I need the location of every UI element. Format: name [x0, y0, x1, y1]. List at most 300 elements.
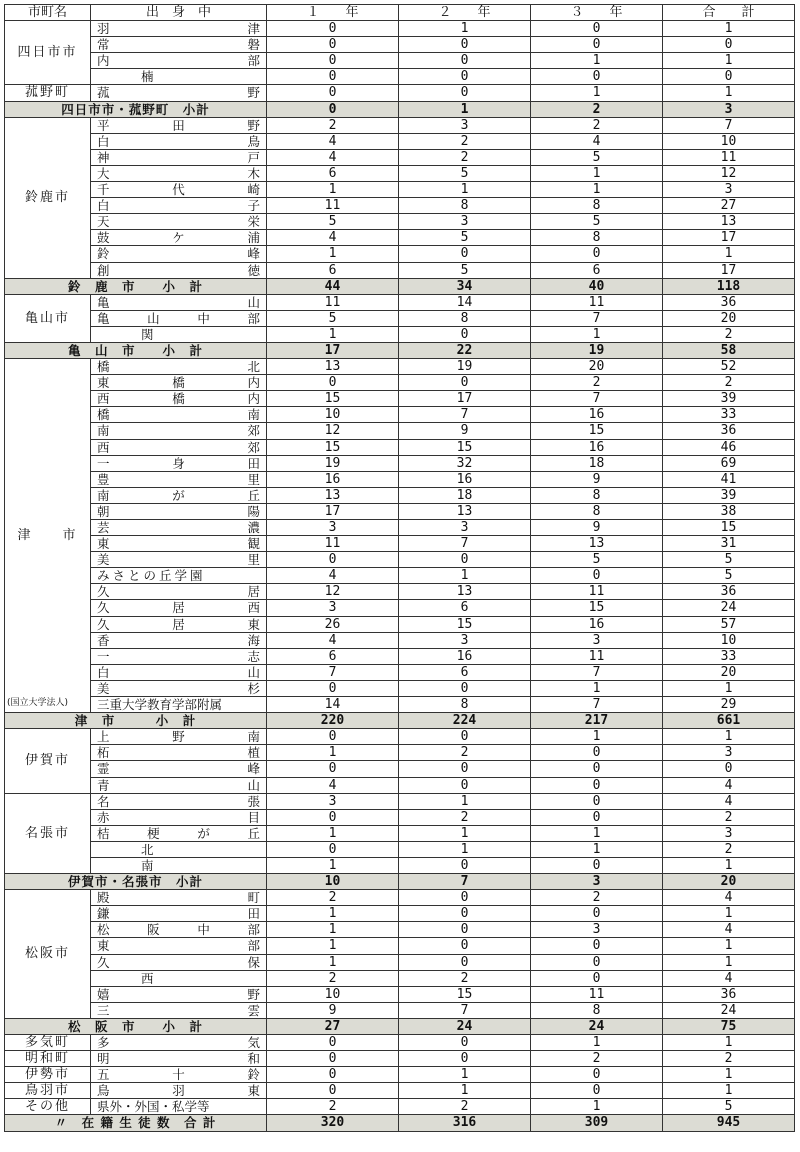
- count-cell: 16: [531, 407, 663, 423]
- school-name: [91, 761, 267, 777]
- count-cell: 0: [267, 37, 399, 53]
- count-cell: 6: [399, 600, 531, 616]
- subtotal-value: 19: [531, 342, 663, 358]
- count-cell: 1: [531, 680, 663, 696]
- table-row: [5, 471, 795, 487]
- school-name: [91, 664, 267, 680]
- count-cell: 0: [267, 729, 399, 745]
- count-cell: 5: [399, 165, 531, 181]
- count-cell: 13: [663, 214, 795, 230]
- subtotal-value: 34: [399, 278, 531, 294]
- count-cell: 1: [663, 85, 795, 101]
- count-cell: 1: [399, 182, 531, 198]
- count-cell: 6: [267, 262, 399, 278]
- count-cell: 7: [663, 117, 795, 133]
- count-cell: 0: [267, 85, 399, 101]
- count-cell: 1: [531, 841, 663, 857]
- count-cell: 17: [663, 230, 795, 246]
- school-label: 鼓 ケ 浦: [97, 230, 260, 246]
- count-cell: 31: [663, 536, 795, 552]
- table-row: [5, 664, 795, 680]
- table-row: [5, 777, 795, 793]
- table-row: [5, 938, 795, 954]
- count-cell: 16: [531, 616, 663, 632]
- subtotal-value: 320: [267, 1115, 399, 1131]
- count-cell: 13: [267, 359, 399, 375]
- table-row: [5, 230, 795, 246]
- count-cell: 0: [267, 761, 399, 777]
- count-cell: 0: [399, 938, 531, 954]
- count-cell: 4: [267, 568, 399, 584]
- count-cell: 1: [267, 906, 399, 922]
- count-cell: 1: [531, 1099, 663, 1115]
- count-cell: 5: [531, 214, 663, 230]
- school-label: 名 張: [97, 793, 260, 809]
- count-cell: 36: [663, 584, 795, 600]
- city-cell: [5, 1067, 91, 1083]
- school-name: [91, 729, 267, 745]
- count-cell: 0: [399, 1035, 531, 1051]
- city-name: その他: [24, 1099, 70, 1115]
- subtotal-label: 鈴 鹿 市 小 計: [5, 278, 267, 294]
- school-name: [91, 407, 267, 423]
- count-cell: 0: [267, 375, 399, 391]
- count-cell: 7: [399, 407, 531, 423]
- count-cell: 0: [531, 568, 663, 584]
- subtotal-value: 7: [399, 874, 531, 890]
- count-cell: 7: [531, 664, 663, 680]
- city-cell: [5, 890, 91, 1019]
- count-cell: 52: [663, 359, 795, 375]
- count-cell: 1: [663, 938, 795, 954]
- school-label: 菰 野: [97, 85, 260, 101]
- count-cell: 2: [531, 890, 663, 906]
- count-cell: 11: [663, 149, 795, 165]
- school-label: 久 保: [97, 954, 260, 970]
- school-name: [91, 825, 267, 841]
- school-label: 常 磐: [97, 37, 260, 53]
- count-cell: 16: [531, 439, 663, 455]
- count-cell: 15: [663, 520, 795, 536]
- school-name: [91, 632, 267, 648]
- count-cell: 4: [663, 890, 795, 906]
- school-label: 県外・外国・私学等: [97, 1099, 210, 1115]
- city-cell: [5, 85, 91, 101]
- school-label: 一 志: [97, 648, 260, 664]
- count-cell: 0: [399, 729, 531, 745]
- count-cell: 24: [663, 1002, 795, 1018]
- school-label: 橋 北: [97, 359, 260, 375]
- count-cell: 9: [267, 1002, 399, 1018]
- count-cell: 69: [663, 455, 795, 471]
- subtotal-value: 224: [399, 713, 531, 729]
- city-name: 四日市市: [17, 45, 78, 61]
- table-row: [5, 359, 795, 375]
- school-label: 鳥 羽 東: [97, 1083, 260, 1099]
- count-cell: 2: [267, 1099, 399, 1115]
- count-cell: 1: [399, 1067, 531, 1083]
- count-cell: 13: [399, 584, 531, 600]
- school-name: [91, 423, 267, 439]
- table-row: [5, 1035, 795, 1051]
- subtotal-row: [5, 874, 795, 890]
- count-cell: 1: [267, 182, 399, 198]
- school-name: [91, 503, 267, 519]
- school-name: [91, 359, 267, 375]
- header-row: [5, 5, 795, 21]
- count-cell: 4: [267, 230, 399, 246]
- count-cell: 1: [267, 938, 399, 954]
- subtotal-value: 1: [399, 101, 531, 117]
- table-row: [5, 149, 795, 165]
- count-cell: 1: [663, 1067, 795, 1083]
- school-name: [91, 1051, 267, 1067]
- count-cell: 1: [267, 246, 399, 262]
- count-cell: 33: [663, 407, 795, 423]
- school-name: [91, 375, 267, 391]
- count-cell: 7: [399, 1002, 531, 1018]
- city-cell: [5, 1035, 91, 1051]
- count-cell: 11: [531, 986, 663, 1002]
- subtotal-value: 75: [663, 1018, 795, 1034]
- school-label: 平 田 野: [97, 117, 260, 133]
- table-row: [5, 1067, 795, 1083]
- count-cell: 0: [663, 37, 795, 53]
- count-cell: 15: [267, 439, 399, 455]
- count-cell: 1: [267, 326, 399, 342]
- school-label: 明 和: [97, 1051, 260, 1067]
- count-cell: 1: [267, 825, 399, 841]
- school-name: [91, 520, 267, 536]
- count-cell: 0: [531, 37, 663, 53]
- count-cell: 3: [267, 793, 399, 809]
- school-label: 美 杉: [97, 680, 260, 696]
- count-cell: 1: [663, 53, 795, 69]
- count-cell: 26: [267, 616, 399, 632]
- school-label: 関: [141, 326, 154, 342]
- school-label: 千 代 崎: [97, 182, 260, 198]
- school-label: 創 徳: [97, 262, 260, 278]
- school-label: 桔 梗 が 丘: [97, 825, 260, 841]
- school-label: 南 が 丘: [97, 487, 260, 503]
- subtotal-value: 40: [531, 278, 663, 294]
- count-cell: 1: [399, 841, 531, 857]
- count-cell: 3: [399, 214, 531, 230]
- subtotal-value: 0: [267, 101, 399, 117]
- count-cell: 1: [663, 1083, 795, 1099]
- enrollment-table: [4, 4, 795, 1132]
- school-label: 多 気: [97, 1035, 260, 1050]
- count-cell: 1: [663, 680, 795, 696]
- count-cell: 16: [399, 471, 531, 487]
- count-cell: 2: [663, 809, 795, 825]
- table-row: [5, 21, 795, 37]
- count-cell: 4: [663, 793, 795, 809]
- city-name: 明和町: [24, 1051, 70, 1067]
- count-cell: 0: [399, 53, 531, 69]
- count-cell: 0: [267, 69, 399, 85]
- column-header: ２ 年: [399, 5, 531, 21]
- count-cell: 7: [531, 310, 663, 326]
- school-label: 西 橋 内: [97, 391, 260, 407]
- count-cell: 0: [267, 1083, 399, 1099]
- count-cell: 1: [531, 729, 663, 745]
- count-cell: 8: [531, 1002, 663, 1018]
- count-cell: 29: [663, 697, 795, 713]
- count-cell: 38: [663, 503, 795, 519]
- school-label: 美 里: [97, 552, 260, 568]
- school-label: みさとの丘学園: [97, 568, 206, 584]
- table-row: [5, 841, 795, 857]
- subtotal-value: 58: [663, 342, 795, 358]
- city-cell: [5, 793, 91, 873]
- count-cell: 0: [267, 841, 399, 857]
- count-cell: 11: [531, 648, 663, 664]
- count-cell: 7: [531, 391, 663, 407]
- city-name: 鳥羽市: [24, 1083, 70, 1099]
- school-label: 東 橋 内: [97, 375, 260, 391]
- school-label: 豊 里: [97, 471, 260, 487]
- table-row: [5, 906, 795, 922]
- count-cell: 0: [531, 954, 663, 970]
- count-cell: 2: [267, 970, 399, 986]
- count-cell: 12: [267, 584, 399, 600]
- table-row: [5, 133, 795, 149]
- school-label: 芸 濃: [97, 520, 260, 535]
- count-cell: 7: [531, 697, 663, 713]
- count-cell: 0: [267, 53, 399, 69]
- table-row: [5, 680, 795, 696]
- table-row: [5, 294, 795, 310]
- table-row: [5, 954, 795, 970]
- subtotal-row: [5, 713, 795, 729]
- school-name: [91, 970, 267, 986]
- count-cell: 41: [663, 471, 795, 487]
- count-cell: 0: [531, 777, 663, 793]
- count-cell: 4: [267, 149, 399, 165]
- count-cell: 1: [531, 1035, 663, 1051]
- count-cell: 0: [531, 246, 663, 262]
- count-cell: 0: [531, 69, 663, 85]
- count-cell: 0: [267, 552, 399, 568]
- table-row: [5, 970, 795, 986]
- count-cell: 0: [399, 890, 531, 906]
- school-label: 橋 南: [97, 407, 260, 423]
- table-row: [5, 809, 795, 825]
- school-label: 霊 峰: [97, 761, 260, 777]
- count-cell: 0: [531, 906, 663, 922]
- count-cell: 2: [663, 1051, 795, 1067]
- count-cell: 6: [267, 648, 399, 664]
- school-name: [91, 165, 267, 181]
- count-cell: 0: [267, 1035, 399, 1051]
- count-cell: 1: [531, 53, 663, 69]
- count-cell: 3: [399, 632, 531, 648]
- school-label: 一 身 田: [97, 455, 260, 471]
- count-cell: 2: [399, 1099, 531, 1115]
- school-name: [91, 117, 267, 133]
- school-name: [91, 809, 267, 825]
- school-label: 東 部: [97, 938, 260, 954]
- count-cell: 2: [399, 970, 531, 986]
- count-cell: 0: [399, 326, 531, 342]
- subtotal-label: 津 市 小 計: [5, 713, 267, 729]
- count-cell: 5: [267, 310, 399, 326]
- school-label: 白 山: [97, 664, 260, 680]
- subtotal-value: 220: [267, 713, 399, 729]
- count-cell: 0: [267, 809, 399, 825]
- subtotal-value: 22: [399, 342, 531, 358]
- count-cell: 14: [267, 697, 399, 713]
- school-name: [91, 487, 267, 503]
- city-cell: [5, 294, 91, 342]
- count-cell: 2: [531, 375, 663, 391]
- school-label: 香 海: [97, 632, 260, 648]
- count-cell: 3: [531, 632, 663, 648]
- count-cell: 1: [663, 729, 795, 745]
- school-label: 楠: [141, 69, 154, 85]
- city-cell: [5, 1051, 91, 1067]
- table-row: [5, 69, 795, 85]
- subtotal-label: 伊賀市・名張市 小計: [5, 874, 267, 890]
- count-cell: 1: [531, 85, 663, 101]
- count-cell: 4: [267, 777, 399, 793]
- count-cell: 1: [531, 165, 663, 181]
- count-cell: 10: [267, 986, 399, 1002]
- count-cell: 1: [267, 857, 399, 873]
- count-cell: 5: [531, 552, 663, 568]
- count-cell: 8: [399, 198, 531, 214]
- table-row: [5, 310, 795, 326]
- count-cell: 3: [531, 922, 663, 938]
- count-cell: 19: [399, 359, 531, 375]
- subtotal-value: 217: [531, 713, 663, 729]
- table-row: [5, 857, 795, 873]
- city-name: 松阪市: [24, 946, 70, 962]
- column-header: １ 年: [267, 5, 399, 21]
- count-cell: 2: [399, 745, 531, 761]
- school-name: [91, 697, 267, 713]
- city-name: 菰野町: [24, 85, 70, 101]
- school-label: 久 居 東: [97, 616, 260, 632]
- table-row: [5, 697, 795, 713]
- count-cell: 0: [399, 857, 531, 873]
- count-cell: 0: [399, 69, 531, 85]
- count-cell: 5: [399, 230, 531, 246]
- count-cell: 5: [267, 214, 399, 230]
- count-cell: 15: [531, 600, 663, 616]
- subtotal-value: 24: [531, 1018, 663, 1034]
- city-name: 伊勢市: [24, 1067, 70, 1083]
- subtotal-label: 松 阪 市 小 計: [5, 1018, 267, 1034]
- count-cell: 11: [531, 294, 663, 310]
- count-cell: 8: [531, 487, 663, 503]
- table-row: [5, 439, 795, 455]
- count-cell: 1: [399, 825, 531, 841]
- table-row: [5, 455, 795, 471]
- count-cell: 0: [399, 552, 531, 568]
- count-cell: 1: [399, 1083, 531, 1099]
- subtotal-value: 3: [663, 101, 795, 117]
- subtotal-row: [5, 1115, 795, 1131]
- school-label: 西 郊: [97, 439, 260, 455]
- school-name: [91, 1067, 267, 1083]
- school-name: [91, 149, 267, 165]
- table-row: [5, 214, 795, 230]
- table-row: [5, 326, 795, 342]
- table-row: [5, 632, 795, 648]
- count-cell: 2: [663, 375, 795, 391]
- count-cell: 2: [399, 149, 531, 165]
- table-row: [5, 1002, 795, 1018]
- school-name: [91, 777, 267, 793]
- school-name: [91, 1099, 267, 1115]
- table-row: [5, 1083, 795, 1099]
- table-row: [5, 1051, 795, 1067]
- school-label: 朝 陽: [97, 503, 260, 519]
- table-row: [5, 729, 795, 745]
- subtotal-value: 945: [663, 1115, 795, 1131]
- school-name: [91, 922, 267, 938]
- count-cell: 3: [399, 520, 531, 536]
- count-cell: 0: [531, 1083, 663, 1099]
- count-cell: 3: [663, 825, 795, 841]
- school-name: [91, 53, 267, 69]
- count-cell: 10: [663, 133, 795, 149]
- count-cell: 10: [267, 407, 399, 423]
- table-row: [5, 53, 795, 69]
- count-cell: 12: [267, 423, 399, 439]
- count-cell: 4: [663, 922, 795, 938]
- school-name: [91, 37, 267, 53]
- school-name: [91, 648, 267, 664]
- count-cell: 0: [663, 761, 795, 777]
- count-cell: 6: [267, 165, 399, 181]
- count-cell: 8: [531, 503, 663, 519]
- school-label: 三重大学教育学部附属: [97, 697, 223, 713]
- table-row: [5, 648, 795, 664]
- table-row: [5, 198, 795, 214]
- table-row: [5, 745, 795, 761]
- count-cell: 13: [531, 536, 663, 552]
- table-row: [5, 117, 795, 133]
- subtotal-value: 17: [267, 342, 399, 358]
- count-cell: 4: [267, 632, 399, 648]
- count-cell: 3: [663, 182, 795, 198]
- count-cell: 0: [531, 857, 663, 873]
- city-note: (国立大学法人): [7, 698, 69, 709]
- school-label: 亀 山 中 部: [97, 310, 260, 326]
- count-cell: 1: [663, 857, 795, 873]
- school-label: 南: [141, 857, 154, 873]
- city-name: 鈴鹿市: [24, 190, 70, 206]
- count-cell: 9: [531, 471, 663, 487]
- subtotal-value: 44: [267, 278, 399, 294]
- school-name: [91, 600, 267, 616]
- count-cell: 9: [531, 520, 663, 536]
- count-cell: 2: [399, 809, 531, 825]
- count-cell: 7: [267, 664, 399, 680]
- count-cell: 4: [267, 133, 399, 149]
- school-name: [91, 584, 267, 600]
- column-header: 出 身 中: [91, 5, 267, 21]
- city-name: 名張市: [24, 825, 70, 841]
- count-cell: 17: [663, 262, 795, 278]
- table-row: [5, 487, 795, 503]
- school-name: [91, 262, 267, 278]
- school-label: 松 阪 中 部: [97, 922, 260, 938]
- count-cell: 11: [267, 536, 399, 552]
